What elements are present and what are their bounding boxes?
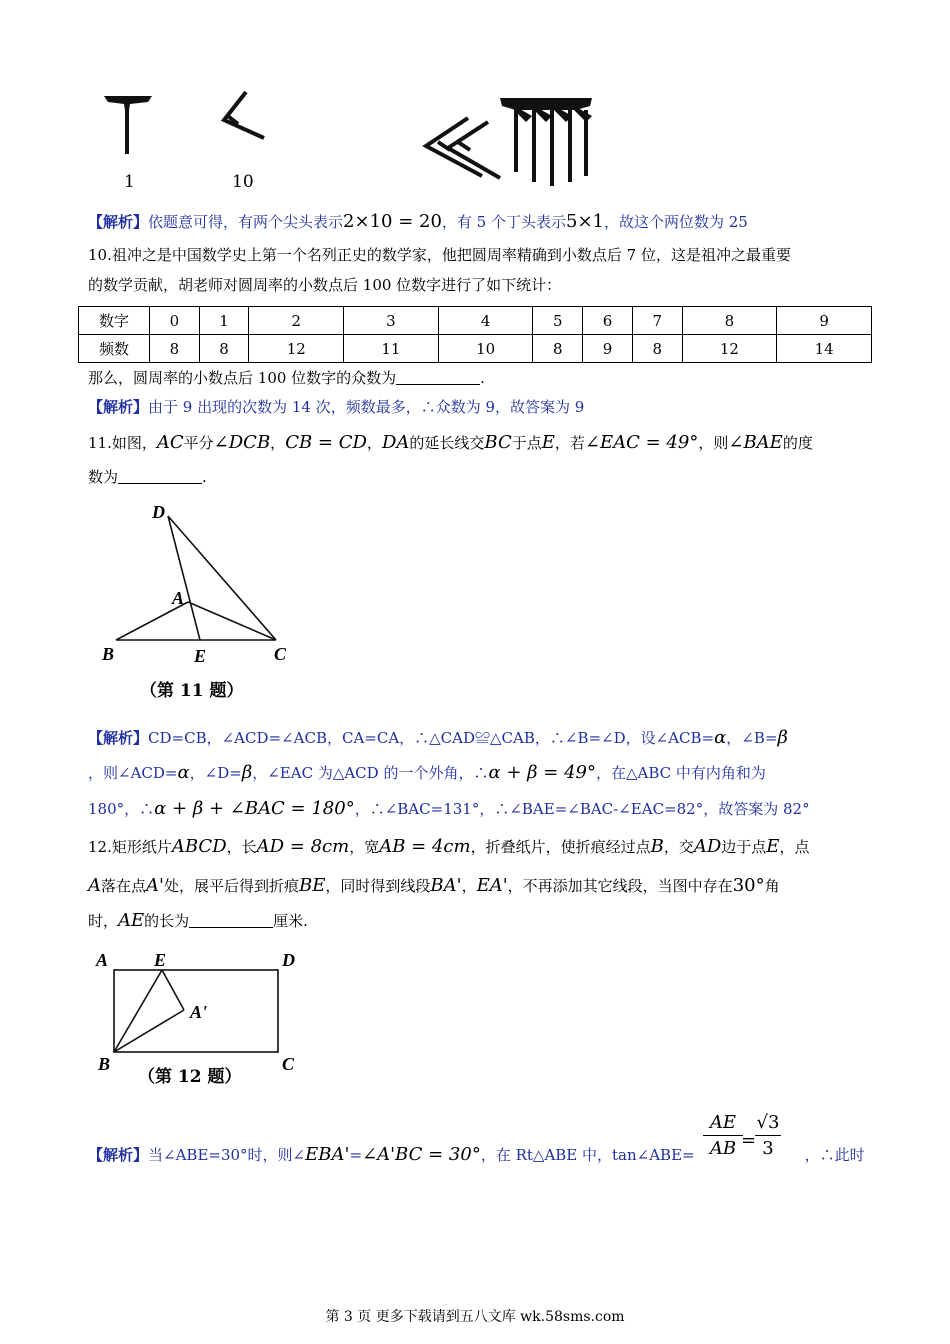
q11-line2: 数为 . (88, 468, 207, 486)
q12-line1: 12.矩形纸片ABCD，长AD = 8cm，宽AB = 4cm，折叠纸片，使折痕经过点B，交AD边于点E，点 (88, 836, 810, 857)
triangle-diagram (96, 500, 306, 705)
table-cell: 8 (682, 307, 777, 335)
glyph-ten (224, 92, 264, 138)
table-cell: 9 (777, 307, 872, 335)
answer-blank[interactable] (118, 469, 202, 484)
table-cell: 8 (533, 335, 583, 363)
page-footer: 第 3 页 更多下载请到五八文库 wk.58sms.com (325, 1309, 625, 1325)
segment-ea-prime (162, 970, 184, 1010)
table-cell: 9 (583, 335, 633, 363)
glyph-figure (96, 80, 616, 200)
figure-caption: （第 12 题） (138, 1067, 242, 1087)
table-cell: 8 (150, 335, 200, 363)
table-cell: 4 (438, 307, 533, 335)
table-cell: 3 (344, 307, 439, 335)
q12-solution: 【解析】当∠ABE=30°时，则∠EBA'=∠A'BC = 30°，在 Rt△ABE 中，tan∠ABE= ，∴此时 (88, 1144, 865, 1165)
table-cell: 12 (249, 335, 344, 363)
label-a: A (172, 588, 185, 608)
glyph-t-wedges (500, 98, 592, 186)
figure-caption: （第 11 题） (140, 681, 244, 701)
glyph-drawing (96, 80, 616, 200)
table-cell: 6 (583, 307, 633, 335)
fraction-sqrt3-3: √3 3 (756, 1112, 780, 1159)
q11-solution-line1: 【解析】CD=CB，∠ACD=∠ACB，CA=CA，∴△CAD≌△CAB，∴∠B=∠D，设∠ACB=α，∠B=β (88, 727, 788, 748)
q10-solution: 【解析】由于 9 出现的次数为 14 次，频数最多，∴众数为 9，故答案为 9 (88, 398, 585, 416)
table-row (79, 335, 872, 363)
label-d: D (282, 950, 295, 970)
glyph-one (104, 96, 152, 154)
q11-line1: 11.如图，AC平分∠DCB，CB = CD，DA的延长线交BC于点E，若∠EAC = 49°，则∠BAE的度 (88, 432, 813, 453)
segment-ac (188, 602, 276, 640)
table-header-freq: 频数 (79, 335, 150, 363)
glyph-ten-label: 10 (232, 172, 254, 192)
q12-line2: A落在点A'处，展平后得到折痕BE，同时得到线段BA'，EA'，不再添加其它线段，当图中存在30°角 (88, 875, 780, 896)
q11-solution-line2: ，则∠ACD=α，∠D=β，∠EAC 为△ACD 的一个外角，∴α + β = 49°，在△ABC 中有内角和为 (88, 762, 766, 783)
q10-line3: 那么，圆周率的小数点后 100 位数字的众数为 . (88, 369, 485, 387)
figure-12 (96, 948, 316, 1093)
answer-blank[interactable] (189, 913, 273, 928)
label-a: A (96, 950, 109, 970)
q12-line3: 时，AE的长为 厘米. (88, 910, 308, 931)
segment-be (114, 970, 162, 1052)
table-cell: 10 (438, 335, 533, 363)
q9-solution: 【解析】依题意可得，有两个尖头表示2×10 = 20，有 5 个丁头表示5×1，故这个两位数为 25 (88, 211, 748, 232)
frequency-table (78, 306, 872, 363)
table-cell: 8 (199, 335, 249, 363)
table-cell: 0 (150, 307, 200, 335)
glyph-twenty-five (426, 118, 500, 178)
table-row (79, 307, 872, 335)
table-cell: 2 (249, 307, 344, 335)
label-b: B (98, 1054, 111, 1074)
table-cell: 12 (682, 335, 777, 363)
q10-line2: 的数学贡献，胡老师对圆周率的小数点后 100 位数字进行了如下统计： (88, 276, 562, 294)
jiexi-label: 【解析】 (88, 213, 149, 231)
q11-solution-line3: 180°，∴α + β + ∠BAC = 180°，∴∠BAC=131°，∴∠BAE=∠BAC-∠EAC=82°，故答案为 82° (88, 798, 810, 819)
label-e: E (194, 646, 207, 666)
glyph-one-label: 1 (124, 172, 135, 192)
q10-line1: 10.祖冲之是中国数学史上第一个名列正史的数学家，他把圆周率精确到小数点后 7 位，这是祖冲之最重要 (88, 246, 791, 264)
answer-blank[interactable] (396, 370, 480, 385)
table-cell: 5 (533, 307, 583, 335)
fraction-ae-ab: AE AB (703, 1112, 743, 1159)
segment-ba-prime (114, 1010, 184, 1052)
table-cell: 14 (777, 335, 872, 363)
label-e: E (154, 950, 167, 970)
table-cell: 7 (632, 307, 682, 335)
label-c: C (274, 644, 287, 664)
table-cell: 11 (344, 335, 439, 363)
table-header-digits: 数字 (79, 307, 150, 335)
label-d: D (152, 502, 165, 522)
table-cell: 8 (632, 335, 682, 363)
label-a-prime: A' (190, 1002, 208, 1022)
table-cell: 1 (199, 307, 249, 335)
label-b: B (102, 644, 115, 664)
label-c: C (282, 1054, 295, 1074)
equals-sign: = (741, 1130, 757, 1151)
figure-11 (96, 500, 306, 705)
